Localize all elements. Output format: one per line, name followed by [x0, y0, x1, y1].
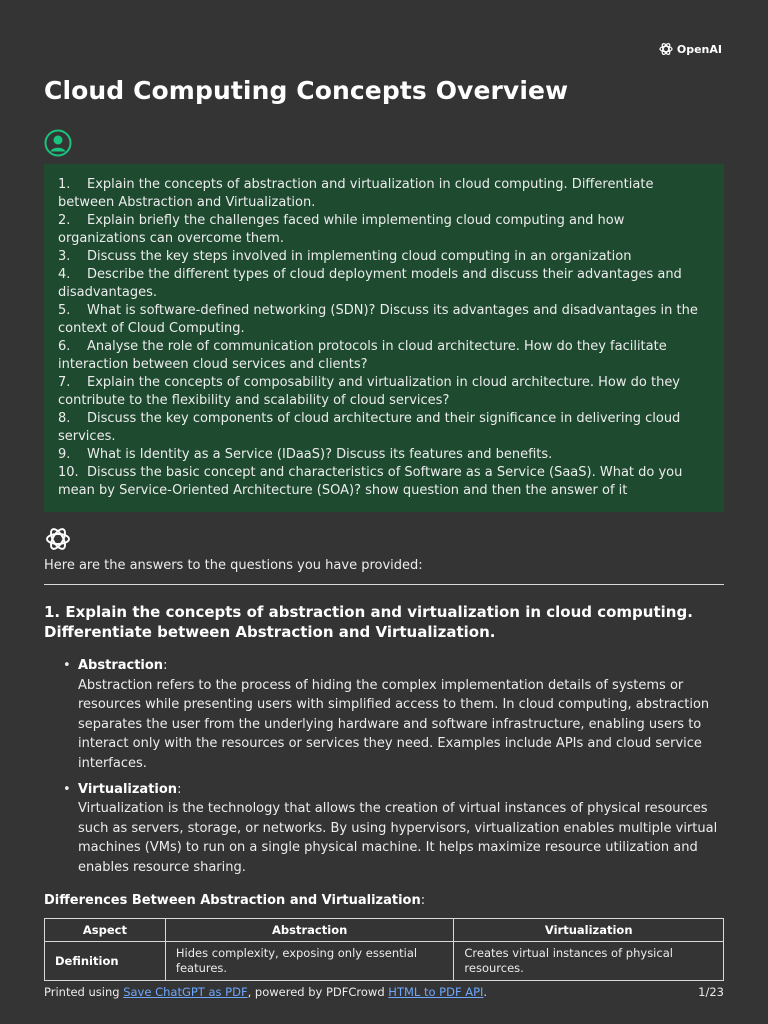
differences-heading: Differences Between Abstraction and Virtualization: — [44, 893, 426, 908]
prompt-question — [58, 338, 710, 374]
term-label: Abstraction — [78, 658, 164, 673]
question-text: Explain the concepts of abstraction and virtualization in cloud computing. Differentiate between Abstraction and Virtualization. — [58, 177, 654, 210]
table-cell: Hides complexity, exposing only essential features. — [165, 942, 454, 981]
prompt-question — [58, 302, 710, 338]
question-number: 2. — [58, 213, 71, 228]
question-text: Describe the different types of cloud deployment models and discuss their advantages and disadvantages. — [58, 267, 682, 300]
question-number: 5. — [58, 303, 71, 318]
prompt-question — [58, 374, 710, 410]
answer-intro: Here are the answers to the questions you have provided: — [44, 558, 423, 573]
question-text: Analyse the role of communication protocols in cloud architecture. How do they facilitate interaction between cloud services and clients? — [58, 339, 667, 372]
openai-brand — [658, 41, 722, 57]
question-text: Discuss the key steps involved in implementing cloud computing in an organization — [87, 249, 632, 264]
question-number: 6. — [58, 339, 71, 354]
comparison-table — [44, 918, 724, 981]
openai-logo-icon — [658, 41, 674, 57]
column-header-aspect: Aspect — [45, 919, 166, 942]
question-text: Discuss the key components of cloud architecture and their significance in delivering cloud services. — [58, 411, 681, 444]
prompt-question — [58, 410, 710, 446]
column-header-virtualization: Virtualization — [454, 919, 724, 942]
table-cell: Creates virtual instances of physical resources. — [454, 942, 724, 981]
save-chatgpt-pdf-link[interactable]: Save ChatGPT as PDF — [123, 985, 248, 999]
term-description: Abstraction refers to the process of hiding the complex implementation details of systems or resources while presenting users with simplified access to them. In cloud computing, abstraction separates the user from the underlying hardware and software infrastructure, enabling users to interact only with the resources or services they need. Examples include APIs and cloud service interfaces. — [78, 677, 710, 771]
user-prompt-message — [44, 164, 724, 512]
page-title: Cloud Computing Concepts Overview — [44, 76, 569, 105]
term-label: Virtualization — [78, 781, 178, 797]
question-number: 4. — [58, 267, 71, 282]
question-text: Explain briefly the challenges faced while implementing cloud computing and how organizations can overcome them. — [58, 213, 625, 246]
question-number: 8. — [58, 411, 71, 426]
prompt-question — [58, 176, 710, 212]
page-number: 1/23 — [698, 985, 724, 999]
divider — [44, 584, 724, 585]
prompt-question — [58, 266, 710, 302]
term-description: Virtualization is the technology that allows the creation of virtual instances of physical resources such as servers, storage, or networks. By using hypervisors, virtualization enables multiple virtual machines (VMs) to run on a single physical machine. It helps maximize resource utilization and enables resource sharing. — [78, 801, 718, 875]
question-text: What is software-defined networking (SDN)? Discuss its advantages and disadvantages in the context of Cloud Computing. — [58, 303, 698, 336]
question-1-heading: 1. Explain the concepts of abstraction and virtualization in cloud computing. Differentiate between Abstraction and Virtualization. — [44, 603, 693, 641]
list-item-abstraction: • Abstraction: Abstraction refers to the process of hiding the complex implementation details of systems or resources while presenting users with simplified access to them. In cloud computing, abstraction separates the user from the underlying hardware and software infrastructure, enabling users to interact only with the resources or services they need. Examples include APIs and cloud service interfaces. — [44, 656, 724, 774]
page-footer — [44, 985, 724, 999]
brand-name: OpenAI — [676, 42, 722, 56]
question-number: 9. — [58, 447, 71, 462]
prompt-question — [58, 248, 710, 266]
footer-credit: Printed using Save ChatGPT as PDF, powered by PDFCrowd HTML to PDF API. — [44, 985, 488, 999]
list-item-virtualization: • Virtualization: Virtualization is the technology that allows the creation of virtual instances of physical resources such as servers, storage, or networks. By using hypervisors, virtualization enables multiple virtual machines (VMs) to run on a single physical machine. It helps maximize resource utilization and enables resource sharing. — [44, 780, 724, 878]
table-header-row — [45, 919, 724, 942]
table-cell: Definition — [45, 942, 166, 981]
question-number: 3. — [58, 249, 71, 264]
question-number: 1. — [58, 177, 71, 192]
question-text: Explain the concepts of composability and virtualization in cloud architecture. How do they contribute to the flexibility and scalability of cloud services? — [58, 375, 681, 408]
chatgpt-logo-icon — [44, 525, 72, 553]
concept-list — [44, 656, 724, 878]
question-number: 10. — [58, 465, 79, 480]
html-to-pdf-api-link[interactable]: HTML to PDF API — [388, 985, 484, 999]
question-number: 7. — [58, 375, 71, 390]
prompt-question — [58, 464, 710, 500]
column-header-abstraction: Abstraction — [165, 919, 454, 942]
prompt-question — [58, 212, 710, 248]
question-text: Discuss the basic concept and characteristics of Software as a Service (SaaS). What do you mean by Service-Oriented Architecture (SOA)? show question and then the answer of it — [58, 465, 683, 498]
prompt-question — [58, 446, 710, 464]
table-row — [45, 942, 724, 981]
question-text: What is Identity as a Service (IDaaS)? Discuss its features and benefits. — [87, 447, 553, 462]
user-avatar-icon — [44, 129, 72, 157]
